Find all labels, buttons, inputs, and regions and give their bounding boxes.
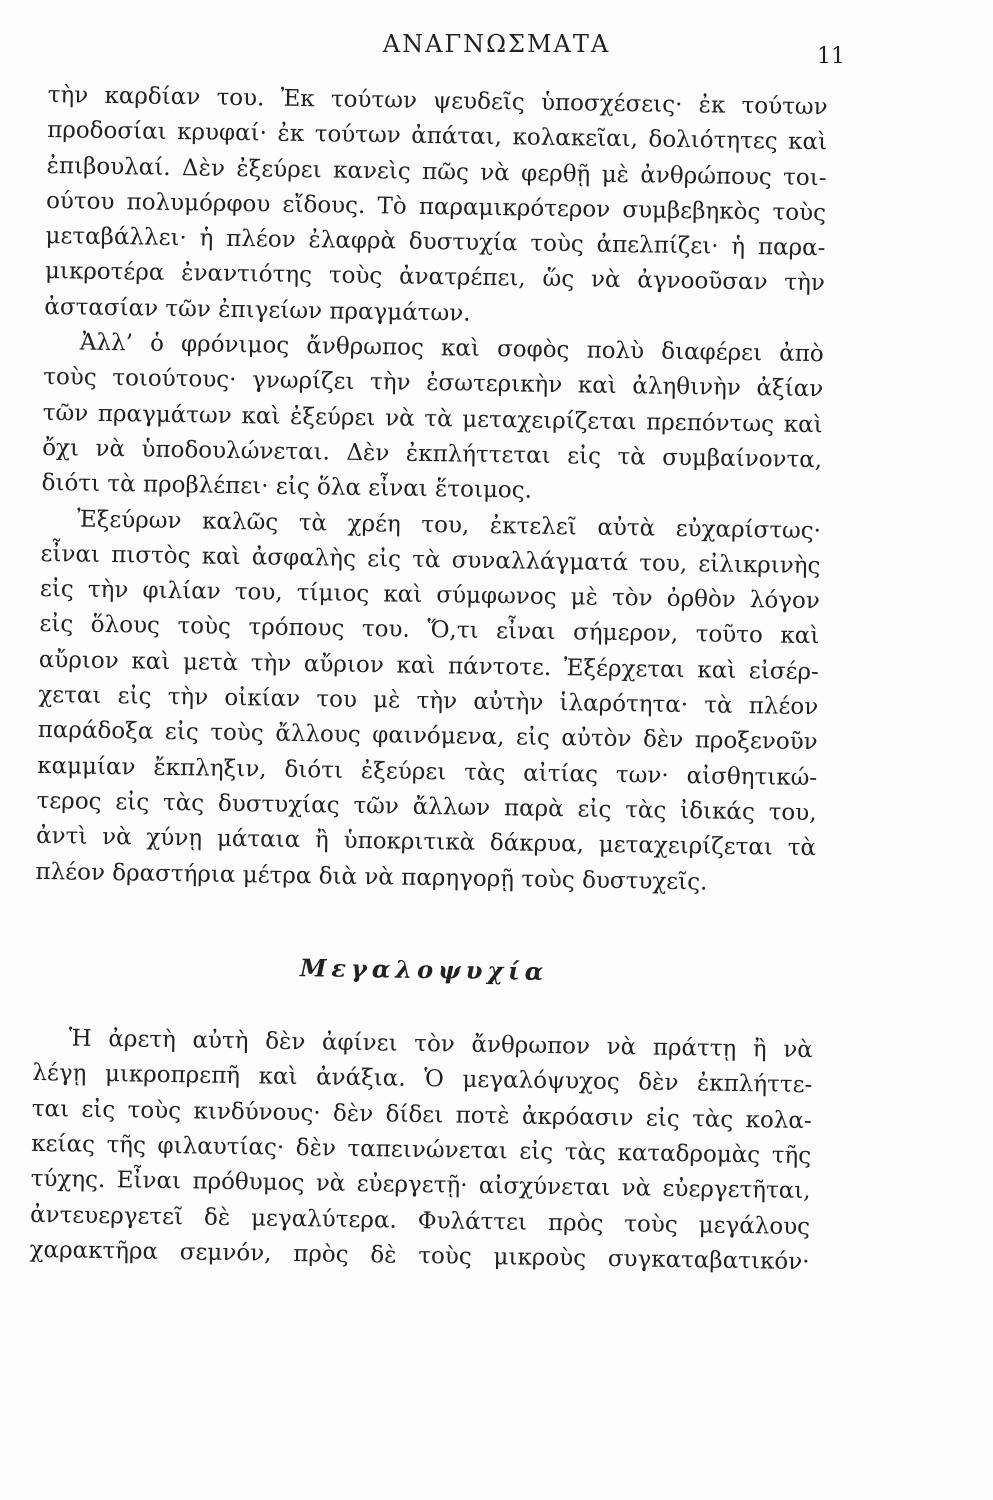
paragraph-2 <box>41 325 824 514</box>
text-line: ἀντὶ νὰ χύνῃ μάταια ἢ ὑποκριτικὰ δάκρυα, μεταχειρίζεται τὰ <box>35 823 817 862</box>
text-line: Ἡ ἀρετὴ αὐτὴ δὲν ἀφίνει τὸν ἄνθρωπον νὰ πράττῃ ἢ νὰ <box>68 1025 814 1064</box>
text-line: τερος εἰς τὰς δυστυχίας τῶν ἄλλων παρὰ εἰς τὰς ἰδικάς του, <box>36 787 817 827</box>
text-line: τύχης. Εἶναι πρόθυμος νὰ εὐεργετῇ· αἰσχύνεται νὰ εὐεργετῆται, <box>30 1166 811 1205</box>
page-number: 11 <box>817 44 845 69</box>
text-line: προδοσίαι κρυφαί· ἐκ τούτων ἀπάται, κολακεῖαι, δολιότητες καὶ <box>46 117 828 156</box>
text-line: ἀντευεργετεῖ δὲ μεγαλύτερα. Φυλάττει πρὸς τοὺς μεγάλους <box>29 1201 811 1240</box>
text-line: Ἐξεύρων καλῶς τὰ χρέη του, ἐκτελεῖ αὐτὰ εὐχαρίστως· <box>76 506 822 544</box>
text-line: παράδοξα εἰς τοὺς ἄλλους φαινόμενα, εἰς αὐτὸν δὲν προξενοῦν <box>37 717 818 756</box>
text-line: Ἀλλ’ ὁ φρόνιμος ἄνθρωπος καὶ σοφὸς πολὺ διαφέρει ἀπὸ <box>79 329 824 368</box>
body-text <box>29 78 828 1280</box>
text-line: κείας τῆς φιλαυτίας· δὲν ταπεινώνεται εἰς τὰς καταδρομὰς τῆς <box>31 1130 812 1170</box>
text-line: εἰς ὅλους τοὺς τρόπους του. Ὅ,τι εἶναι σήμερον, τοῦτο καὶ <box>39 611 820 650</box>
text-line: ται εἰς τοὺς κινδύνους· δὲν δίδει ποτὲ ἀκρόασιν εἰς τὰς κολα- <box>31 1095 812 1134</box>
text-line: τοὺς τοιούτους· γνωρίζει τὴν ἐσωτερικὴν καὶ ἀληθινὴν ἀξίαν <box>43 364 824 403</box>
text-line: χεται εἰς τὴν οἰκίαν του μὲ τὴν αὐτὴν ἱλαρότητα· τὰ πλέον <box>38 681 819 721</box>
text-line: διότι τὰ προβλέπει· εἰς ὅλα εἶναι ἕτοιμος. <box>41 470 533 504</box>
text-line: μικροτέρα ἐναντιότης τοὺς ἀνατρέπει, ὥς νὰ ἀγνοοῦσαν τὴν <box>44 258 826 297</box>
text-line: τῶν πραγμάτων καὶ ἐξεύρει νὰ τὰ μεταχειρίζεται πρεπόντως καὶ <box>42 399 823 438</box>
section-heading: Μεγαλοψυχία <box>299 952 549 986</box>
text-line: αὔριον καὶ μετὰ τὴν αὔριον καὶ πάντοτε. Ἐξέρχεται καὶ εἰσέρ- <box>38 646 819 685</box>
text-line: χαρακτῆρα σεμνόν, πρὸς δὲ τοὺς μικροὺς συγκαταβατικόν· <box>29 1236 810 1276</box>
text-line: μεταβάλλει· ἡ πλέον ἐλαφρὰ δυστυχία τοὺς ἀπελπίζει· ἡ παρα- <box>45 223 826 262</box>
text-line: εἶναι πιστὸς καὶ ἀσφαλὴς εἰς τὰ συναλλάγματά του, εἰλικρινὴς <box>40 540 821 580</box>
text-line: ἀστασίαν τῶν ἐπιγείων πραγμάτων. <box>44 293 471 327</box>
text-line: ὄχι νὰ ὑποδουλώνεται. Δὲν ἐκπλήττεται εἰς τὰ συμβαίνοντα, <box>41 434 823 474</box>
running-title: ΑΝΑΓΝΩΣΜΑΤΑ <box>382 30 611 58</box>
text-line: λέγῃ μικροπρεπῆ καὶ ἀνάξια. Ὁ μεγαλόψυχος δὲν ἐκπλήττε- <box>32 1060 813 1099</box>
paragraph-1 <box>44 78 828 337</box>
text-line: εἰς τὴν φιλίαν του, τίμιος καὶ σύμφωνος μὲ τὸν ὀρθὸν λόγον <box>39 576 821 615</box>
text-line: ἐπιβουλαί. Δὲν ἐξεύρει κανεὶς πῶς νὰ φερθῇ μὲ ἀνθρώπους τοι- <box>46 152 827 191</box>
text-line: τὴν καρδίαν του. Ἐκ τούτων ψευδεῖς ὑποσχέσεις· ἐκ τούτων <box>47 81 828 121</box>
text-line: καμμίαν ἔκπληξιν, διότι ἐξεύρει τὰς αἰτίας των· αἰσθητικώ- <box>36 752 818 791</box>
paragraph-3 <box>35 502 821 902</box>
section-paragraph <box>29 1021 813 1280</box>
text-line: ούτου πολυμόρφου εἴδους. Τὸ παραμικρότερον συμβεβηκὸς τοὺς <box>45 187 827 227</box>
text-line: πλέον δραστήρια μέτρα διὰ νὰ παρηγορῇ τοὺς δυστυχεῖς. <box>35 858 708 895</box>
